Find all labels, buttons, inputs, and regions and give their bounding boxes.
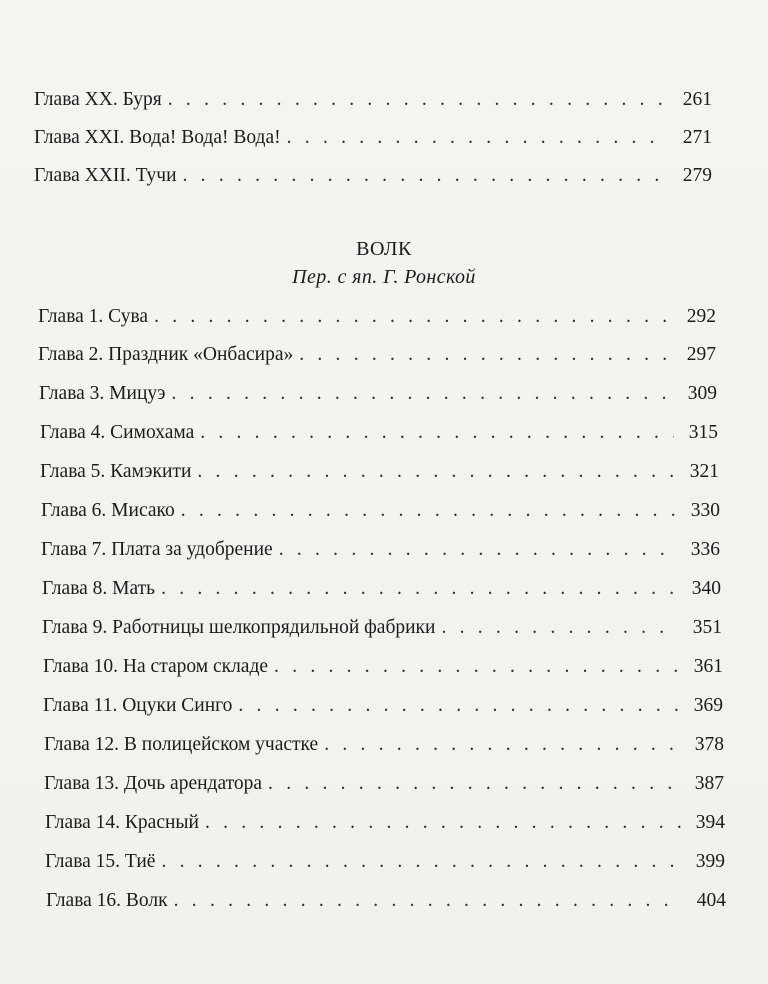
toc-entry-title: Глава 6. Мисако xyxy=(41,500,175,521)
toc-entry-title: Глава XX. Буря xyxy=(34,89,162,110)
section-title: ВОЛК xyxy=(356,238,412,260)
toc-entry xyxy=(41,538,720,562)
toc-entry-title: Глава 11. Оцуки Синго xyxy=(43,695,233,716)
dot-leader xyxy=(154,305,672,329)
toc-entry xyxy=(42,577,721,601)
dot-leader xyxy=(161,850,681,874)
dot-leader xyxy=(279,538,676,562)
toc-entry xyxy=(45,811,725,835)
toc-entry xyxy=(41,499,720,523)
toc-entry-page: 399 xyxy=(695,851,725,872)
toc-entry-page: 279 xyxy=(682,165,712,186)
dot-leader xyxy=(274,655,679,679)
toc-entry xyxy=(34,126,712,150)
dot-leader xyxy=(181,499,676,523)
toc-entry-page: 321 xyxy=(689,461,719,482)
toc-entry-page: 351 xyxy=(692,617,722,638)
toc-entry-page: 369 xyxy=(693,695,723,716)
dot-leader xyxy=(197,460,675,484)
toc-entry xyxy=(40,421,718,445)
toc-entry xyxy=(44,772,724,796)
dot-leader xyxy=(174,889,682,913)
dot-leader xyxy=(324,733,680,757)
toc-entry-page: 340 xyxy=(691,578,721,599)
toc-entry-title: Глава 14. Красный xyxy=(45,812,199,833)
toc-entry-page: 309 xyxy=(687,383,717,404)
dot-leader xyxy=(441,616,678,640)
toc-entry xyxy=(40,460,719,484)
toc-entry-title: Глава 4. Симохама xyxy=(40,422,195,443)
toc-entry-title: Глава 7. Плата за удобрение xyxy=(41,539,273,560)
toc-entry-title: Глава 3. Мицуэ xyxy=(39,383,166,404)
dot-leader xyxy=(168,88,668,112)
toc-entry-page: 394 xyxy=(695,812,725,833)
toc-entry xyxy=(38,305,716,329)
dot-leader xyxy=(287,126,668,150)
toc-entry xyxy=(43,694,723,718)
toc-entry-title: Глава 1. Сува xyxy=(38,306,149,327)
toc-entry-page: 315 xyxy=(688,422,718,443)
toc-entry-title: Глава 5. Камэкити xyxy=(40,461,192,482)
toc-entry-title: Глава 8. Мать xyxy=(42,578,156,599)
toc-entry-title: Глава 13. Дочь арендатора xyxy=(44,773,263,794)
dot-leader xyxy=(299,343,672,367)
toc-entry xyxy=(46,889,726,913)
toc-entry-page: 261 xyxy=(682,89,712,110)
toc-entry xyxy=(34,88,712,112)
toc-entry xyxy=(38,343,716,367)
dot-leader xyxy=(268,772,680,796)
toc-entry-title: Глава 15. Тиё xyxy=(45,851,156,872)
toc-entry-title: Глава 9. Работницы шелкопрядильной фабрики xyxy=(42,617,436,638)
toc-entry-page: 292 xyxy=(686,306,716,327)
toc-entry-title: Глава 12. В полицейском участке xyxy=(44,734,319,755)
toc-entry-page: 336 xyxy=(690,539,720,560)
toc-entry-page: 361 xyxy=(693,656,723,677)
toc-entry xyxy=(43,655,723,679)
toc-entry-title: Глава XXI. Вода! Вода! Вода! xyxy=(34,127,281,148)
toc-entry-page: 378 xyxy=(694,734,724,755)
toc-entry-page: 271 xyxy=(682,127,712,148)
toc-entry-page: 330 xyxy=(690,500,720,521)
dot-leader xyxy=(205,811,681,835)
toc-entry xyxy=(42,616,722,640)
toc-entry-title: Глава 10. На старом складе xyxy=(43,656,269,677)
dot-leader xyxy=(172,382,673,406)
toc-entry-title: Глава 16. Волк xyxy=(46,890,168,911)
toc-entry xyxy=(44,733,724,757)
toc-entry xyxy=(34,164,712,188)
toc-entry-page: 297 xyxy=(686,344,716,365)
toc-entry-title: Глава 2. Праздник «Онбасира» xyxy=(38,344,294,365)
toc-entry-title: Глава XXII. Тучи xyxy=(34,165,177,186)
dot-leader xyxy=(183,164,668,188)
dot-leader xyxy=(200,421,674,445)
section-subtitle: Пер. с яп. Г. Ронской xyxy=(292,266,476,288)
dot-leader xyxy=(238,694,679,718)
toc-entry-page: 387 xyxy=(694,773,724,794)
toc-entry xyxy=(39,382,717,406)
toc-entry xyxy=(45,850,725,874)
dot-leader xyxy=(161,577,677,601)
toc-entry-page: 404 xyxy=(696,890,726,911)
